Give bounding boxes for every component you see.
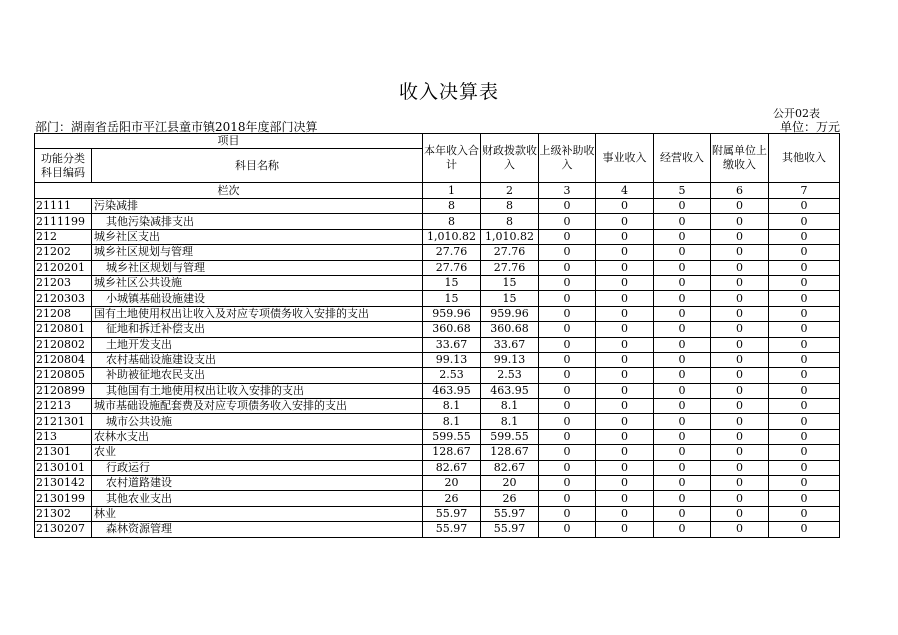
value-cell: 0	[596, 291, 654, 306]
value-cell: 0	[596, 399, 654, 414]
subject-name-cell: 补助被征地农民支出	[92, 368, 423, 383]
table-row	[35, 260, 840, 275]
column-index: 6	[711, 183, 769, 199]
value-cell: 0	[711, 491, 769, 506]
value-cell: 0	[769, 491, 840, 506]
value-cell: 0	[769, 322, 840, 337]
value-cell: 0	[539, 260, 596, 275]
value-cell: 0	[654, 337, 711, 352]
value-cell: 0	[654, 414, 711, 429]
value-cell: 0	[769, 275, 840, 290]
subject-name-cell: 其他国有土地使用权出让收入安排的支出	[92, 383, 423, 398]
table-row	[35, 522, 840, 537]
value-cell: 99.13	[481, 352, 539, 367]
function-code-cell: 212	[35, 229, 92, 244]
header-fiscal: 财政拨款收入	[481, 134, 539, 183]
function-code-cell: 2120804	[35, 352, 92, 367]
table-row	[35, 306, 840, 321]
function-code-cell: 2111199	[35, 214, 92, 229]
value-cell: 0	[596, 445, 654, 460]
value-cell: 0	[596, 214, 654, 229]
header-business: 事业收入	[596, 134, 654, 183]
value-cell: 0	[711, 399, 769, 414]
value-cell: 0	[596, 245, 654, 260]
value-cell: 8.1	[423, 399, 481, 414]
value-cell: 27.76	[423, 260, 481, 275]
value-cell: 8	[481, 214, 539, 229]
table-row	[35, 245, 840, 260]
value-cell: 0	[654, 506, 711, 521]
function-code-cell: 21213	[35, 399, 92, 414]
value-cell: 0	[711, 275, 769, 290]
value-cell: 27.76	[481, 245, 539, 260]
value-cell: 360.68	[481, 322, 539, 337]
form-number: 公开02表	[773, 107, 820, 120]
value-cell: 20	[423, 476, 481, 491]
value-cell: 15	[423, 291, 481, 306]
value-cell: 8.1	[481, 399, 539, 414]
value-cell: 0	[654, 429, 711, 444]
value-cell: 0	[654, 275, 711, 290]
value-cell: 82.67	[423, 460, 481, 475]
subject-name-cell: 森林资源管理	[92, 522, 423, 537]
header-func-code: 功能分类科目编码	[35, 149, 92, 183]
column-index: 3	[539, 183, 596, 199]
value-cell: 0	[769, 399, 840, 414]
value-cell: 33.67	[423, 337, 481, 352]
header-affiliated: 附属单位上缴收入	[711, 134, 769, 183]
value-cell: 0	[539, 460, 596, 475]
table-row	[35, 429, 840, 444]
value-cell: 0	[711, 414, 769, 429]
value-cell: 0	[654, 352, 711, 367]
unit-label: 单位：万元	[779, 120, 840, 134]
value-cell: 0	[769, 476, 840, 491]
value-cell: 0	[539, 291, 596, 306]
value-cell: 0	[596, 275, 654, 290]
value-cell: 0	[711, 214, 769, 229]
value-cell: 8	[423, 199, 481, 214]
value-cell: 0	[539, 352, 596, 367]
function-code-cell: 21301	[35, 445, 92, 460]
value-cell: 0	[769, 199, 840, 214]
function-code-cell: 21302	[35, 506, 92, 521]
function-code-cell: 2120303	[35, 291, 92, 306]
value-cell: 0	[654, 368, 711, 383]
value-cell: 0	[596, 522, 654, 537]
column-index: 2	[481, 183, 539, 199]
function-code-cell: 2130142	[35, 476, 92, 491]
function-code-cell: 2120801	[35, 322, 92, 337]
header-item: 项目	[35, 134, 423, 149]
value-cell: 0	[711, 445, 769, 460]
value-cell: 128.67	[423, 445, 481, 460]
value-cell: 2.53	[481, 368, 539, 383]
column-index: 7	[769, 183, 840, 199]
value-cell: 0	[711, 260, 769, 275]
value-cell: 0	[769, 414, 840, 429]
value-cell: 0	[711, 383, 769, 398]
value-cell: 0	[539, 399, 596, 414]
value-cell: 128.67	[481, 445, 539, 460]
value-cell: 0	[769, 506, 840, 521]
subject-name-cell: 城市公共设施	[92, 414, 423, 429]
value-cell: 0	[769, 445, 840, 460]
value-cell: 0	[711, 352, 769, 367]
function-code-cell: 2121301	[35, 414, 92, 429]
value-cell: 0	[539, 445, 596, 460]
value-cell: 0	[654, 399, 711, 414]
value-cell: 0	[769, 260, 840, 275]
subject-name-cell: 国有土地使用权出让收入及对应专项债务收入安排的支出	[92, 306, 423, 321]
value-cell: 8	[423, 214, 481, 229]
value-cell: 0	[654, 522, 711, 537]
value-cell: 0	[769, 429, 840, 444]
page-title: 收入决算表	[398, 81, 499, 103]
value-cell: 0	[539, 229, 596, 244]
value-cell: 959.96	[481, 306, 539, 321]
header-total: 本年收入合计	[423, 134, 481, 183]
function-code-cell: 2120899	[35, 383, 92, 398]
value-cell: 2.53	[423, 368, 481, 383]
value-cell: 0	[539, 337, 596, 352]
value-cell: 0	[769, 245, 840, 260]
value-cell: 0	[596, 476, 654, 491]
value-cell: 1,010.82	[481, 229, 539, 244]
value-cell: 0	[539, 368, 596, 383]
value-cell: 0	[596, 352, 654, 367]
subject-name-cell: 城市基础设施配套费及对应专项债务收入安排的支出	[92, 399, 423, 414]
value-cell: 27.76	[481, 260, 539, 275]
function-code-cell: 2120805	[35, 368, 92, 383]
subject-name-cell: 污染减排	[92, 199, 423, 214]
value-cell: 0	[596, 368, 654, 383]
value-cell: 82.67	[481, 460, 539, 475]
header-subject-name: 科目名称	[92, 149, 423, 183]
value-cell: 0	[539, 429, 596, 444]
value-cell: 959.96	[423, 306, 481, 321]
value-cell: 0	[654, 306, 711, 321]
column-index: 1	[423, 183, 481, 199]
subject-name-cell: 农林水支出	[92, 429, 423, 444]
value-cell: 0	[596, 491, 654, 506]
table-row	[35, 476, 840, 491]
value-cell: 55.97	[481, 506, 539, 521]
value-cell: 15	[481, 291, 539, 306]
function-code-cell: 2130207	[35, 522, 92, 537]
table-row	[35, 506, 840, 521]
table-row	[35, 460, 840, 475]
value-cell: 55.97	[423, 522, 481, 537]
value-cell: 0	[596, 322, 654, 337]
subject-name-cell: 城乡社区支出	[92, 229, 423, 244]
value-cell: 0	[539, 522, 596, 537]
value-cell: 1,010.82	[423, 229, 481, 244]
table-row	[35, 368, 840, 383]
value-cell: 26	[423, 491, 481, 506]
value-cell: 0	[654, 476, 711, 491]
value-cell: 0	[654, 229, 711, 244]
income-table	[34, 133, 840, 538]
value-cell: 0	[596, 337, 654, 352]
value-cell: 0	[711, 506, 769, 521]
value-cell: 360.68	[423, 322, 481, 337]
value-cell: 0	[654, 445, 711, 460]
value-cell: 0	[596, 460, 654, 475]
value-cell: 0	[539, 383, 596, 398]
subject-name-cell: 小城镇基础设施建设	[92, 291, 423, 306]
value-cell: 0	[711, 322, 769, 337]
table-row	[35, 214, 840, 229]
value-cell: 0	[654, 383, 711, 398]
value-cell: 599.55	[481, 429, 539, 444]
value-cell: 0	[711, 337, 769, 352]
value-cell: 0	[769, 368, 840, 383]
value-cell: 99.13	[423, 352, 481, 367]
table-row	[35, 229, 840, 244]
value-cell: 0	[654, 245, 711, 260]
subject-name-cell: 其他农业支出	[92, 491, 423, 506]
value-cell: 0	[596, 199, 654, 214]
value-cell: 0	[539, 275, 596, 290]
department-label: 部门：湖南省岳阳市平江县童市镇2018年度部门决算	[35, 120, 318, 134]
value-cell: 0	[539, 506, 596, 521]
value-cell: 0	[539, 306, 596, 321]
value-cell: 0	[769, 291, 840, 306]
value-cell: 0	[654, 260, 711, 275]
value-cell: 8.1	[481, 414, 539, 429]
value-cell: 0	[711, 199, 769, 214]
subject-name-cell: 征地和拆迁补偿支出	[92, 322, 423, 337]
value-cell: 0	[654, 491, 711, 506]
subject-name-cell: 城乡社区规划与管理	[92, 245, 423, 260]
function-code-cell: 2120802	[35, 337, 92, 352]
value-cell: 0	[711, 229, 769, 244]
value-cell: 26	[481, 491, 539, 506]
function-code-cell: 21203	[35, 275, 92, 290]
value-cell: 0	[539, 491, 596, 506]
value-cell: 0	[654, 322, 711, 337]
value-cell: 0	[596, 383, 654, 398]
value-cell: 0	[769, 522, 840, 537]
value-cell: 8.1	[423, 414, 481, 429]
value-cell: 0	[711, 429, 769, 444]
table-row	[35, 445, 840, 460]
column-index: 4	[596, 183, 654, 199]
value-cell: 0	[654, 291, 711, 306]
function-code-cell: 2130199	[35, 491, 92, 506]
value-cell: 0	[769, 352, 840, 367]
table-row	[35, 337, 840, 352]
value-cell: 0	[711, 291, 769, 306]
value-cell: 8	[481, 199, 539, 214]
value-cell: 0	[769, 383, 840, 398]
value-cell: 15	[423, 275, 481, 290]
value-cell: 0	[539, 245, 596, 260]
value-cell: 0	[769, 214, 840, 229]
value-cell: 0	[769, 460, 840, 475]
value-cell: 463.95	[423, 383, 481, 398]
function-code-cell: 21202	[35, 245, 92, 260]
table-row	[35, 399, 840, 414]
table-row	[35, 275, 840, 290]
value-cell: 0	[711, 460, 769, 475]
value-cell: 0	[769, 337, 840, 352]
function-code-cell: 2130101	[35, 460, 92, 475]
subject-name-cell: 农村道路建设	[92, 476, 423, 491]
value-cell: 15	[481, 275, 539, 290]
subject-name-cell: 城乡社区公共设施	[92, 275, 423, 290]
value-cell: 55.97	[481, 522, 539, 537]
value-cell: 0	[596, 260, 654, 275]
value-cell: 0	[539, 322, 596, 337]
value-cell: 0	[711, 522, 769, 537]
value-cell: 0	[539, 214, 596, 229]
value-cell: 33.67	[481, 337, 539, 352]
table-row	[35, 491, 840, 506]
subject-name-cell: 城乡社区规划与管理	[92, 260, 423, 275]
value-cell: 0	[539, 476, 596, 491]
value-cell: 55.97	[423, 506, 481, 521]
value-cell: 0	[769, 306, 840, 321]
header-operating: 经营收入	[654, 134, 711, 183]
value-cell: 0	[596, 506, 654, 521]
function-code-cell: 21111	[35, 199, 92, 214]
value-cell: 599.55	[423, 429, 481, 444]
value-cell: 0	[539, 199, 596, 214]
value-cell: 0	[596, 429, 654, 444]
value-cell: 0	[596, 414, 654, 429]
subject-name-cell: 农村基础设施建设支出	[92, 352, 423, 367]
function-code-cell: 2120201	[35, 260, 92, 275]
value-cell: 0	[711, 306, 769, 321]
value-cell: 0	[596, 306, 654, 321]
table-row	[35, 291, 840, 306]
table-row	[35, 383, 840, 398]
subject-name-cell: 土地开发支出	[92, 337, 423, 352]
value-cell: 0	[711, 368, 769, 383]
function-code-cell: 21208	[35, 306, 92, 321]
table-row	[35, 199, 840, 214]
table-row	[35, 352, 840, 367]
value-cell: 463.95	[481, 383, 539, 398]
table-row	[35, 322, 840, 337]
value-cell: 20	[481, 476, 539, 491]
subject-name-cell: 其他污染减排支出	[92, 214, 423, 229]
column-index: 5	[654, 183, 711, 199]
value-cell: 0	[654, 460, 711, 475]
value-cell: 0	[769, 229, 840, 244]
column-index-label: 栏次	[35, 183, 423, 199]
table-row	[35, 414, 840, 429]
value-cell: 0	[539, 414, 596, 429]
header-superior: 上级补助收入	[539, 134, 596, 183]
value-cell: 0	[654, 199, 711, 214]
subject-name-cell: 行政运行	[92, 460, 423, 475]
value-cell: 0	[654, 214, 711, 229]
value-cell: 27.76	[423, 245, 481, 260]
header-other: 其他收入	[769, 134, 840, 183]
value-cell: 0	[711, 476, 769, 491]
value-cell: 0	[711, 245, 769, 260]
subject-name-cell: 农业	[92, 445, 423, 460]
function-code-cell: 213	[35, 429, 92, 444]
subject-name-cell: 林业	[92, 506, 423, 521]
value-cell: 0	[596, 229, 654, 244]
